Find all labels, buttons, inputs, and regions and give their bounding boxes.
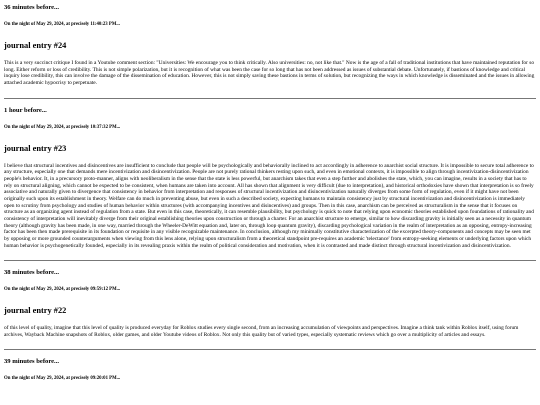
entry-title: journal entry #24 xyxy=(4,41,67,50)
time-since-label: 1 hour before... xyxy=(4,106,47,114)
time-since-label: 39 minutes before... xyxy=(4,358,60,366)
entry-title: journal entry #23 xyxy=(4,143,67,153)
entry-divider xyxy=(4,260,536,261)
entry-divider xyxy=(4,98,536,99)
entry-body: This is a very succinct critique I found in a Youtube comment section: "Universities: We encourage you to think critically. Also universities: no, not like that." Now is the age of a fall of traditional institutions that have maintained reputation for so long. Either reform or loss of credibility. This is not simple polarization, but it is recognition of what was been the case for so long that has not been addressed as issues of substantial debate. Unfortunately, if bastions of knowledge and critical inquiry lose credibility, this can involve the damage of the dissemination of education. However, this is not simply saving these bastions in terms of solution, but recognizing the ways in which knowledge is disseminated and the issues in allowing attached academic hypocrisy to perpetuate. xyxy=(4,60,535,86)
entry-body: of this level of quality, imagine that this level of quality is produced everyday for Roblox studies every single second, from an increasing accumulation of viewpoints and perspectives. Imagine a think tank within Roblox itself, using forum archives, Wayback Machine snapshots of Roblox, older games, and older Youtube videos of Roblox. Not only this quality but of varied types, especially systematic reviews which go over a multiplicity of articles and essays. xyxy=(4,325,519,338)
time-since-label: 38 minutes before... xyxy=(4,269,60,277)
time-since-label: 36 minutes before... xyxy=(4,4,60,11)
timestamp-line: On the night of May 29, 2024, at precisely 11:40:23 PM... xyxy=(4,22,120,27)
entry-body: I believe that structural incentives and disincentives are insufficient to conclude that people will be psychologically and behaviorally inclined to act accordingly in adherence to anarchist social structure. It is impossible to secure total adherence to any structure, especially one that demands mere incentivization and disincentivization. People are not purely rational thinkers resting upon such, and even in emotional contexts, it is impossible to align through incentivization-disincentivization people's behavior. It, in a precursory proto-manner, aligns with neoliberalism in the sense that the state is less powerful, but anarchism takes that even a step further and abolishes the state, which, you can imagine, results in a society that has to rely on structural aligning, which cannot be expected to be consistent, when humans are taken into account. All has shown that alignment is very difficult (due to interpretation), and historical orthodoxies have shown that interpretation is so freely associative and naturally given to divergence that consistency in behavior from interpretation and responses of structural incentivization and disincentivization naturally diverges from some form of regulation, even if it might have not been originally such upon its establishment in theory. Welfare can do much in preventing abuse, but even in such a described society, expecting humans to maintain consistency just by structural incentivization and disincentivization is immediately open to scrutiny from psychology and studies of human behavior within structures (with accompanying incentives and disincentives) and groups. Then in this case, anarchism can be perceived as structuralism in the sense that it focuses on structure as an organizing agent instead of regulation from a state. But even in this case, theoretically, it can resemble plausibility, but psychology is quick to note that relying upon economic theories established upon foundations of rationality and consistency of interpretation will inevitably diverge from their original establishing theories upon construction or through a charter. For an anarchist structure to emerge, similar to how discarding gravity is initially seen as a necessity in quantum theory (although gravity has been made, in one way, married through the Wheeler-DeWitt equation and, later on, through loop quantum gravity), discarding psychological variation in the realm of interpretation as an opposing, entropy-increasing factor has been then made prerequisite in its foundation or requisite in any visible recognizable maintenance. In conclusion, although my minimally constitutive characterization of the excerpted theory-components and concepts may be seen met by opposing or more grounded counterarguments when viewing from this lens alone, relying upon structuralism from a theoretical standpoint pre-requires an academic 'telectance' from entropy-seeking elements or underlying factors upon which human behavior is psychogenetically founded, especially in its revealing praxis within the realm of political consideration and motivation, when it is contrasted and made distinct through structural incentivization and disincentivization. xyxy=(4,162,534,249)
entry-title: journal entry #22 xyxy=(4,306,67,316)
journal-entry xyxy=(4,358,536,382)
journal-entry xyxy=(4,107,536,250)
timestamp-line: On the night of May 29, 2024, at precisely 09:59:12 PM... xyxy=(4,287,121,293)
timestamp-line: On the night of May 29, 2024, at precisely 09:20:01 PM... xyxy=(4,376,121,382)
timestamp-line: On the night of May 29, 2024, at precisely 10:37:32 PM... xyxy=(4,124,121,130)
journal-entry xyxy=(4,4,536,87)
entry-divider xyxy=(4,349,536,350)
journal-entry xyxy=(4,269,536,338)
